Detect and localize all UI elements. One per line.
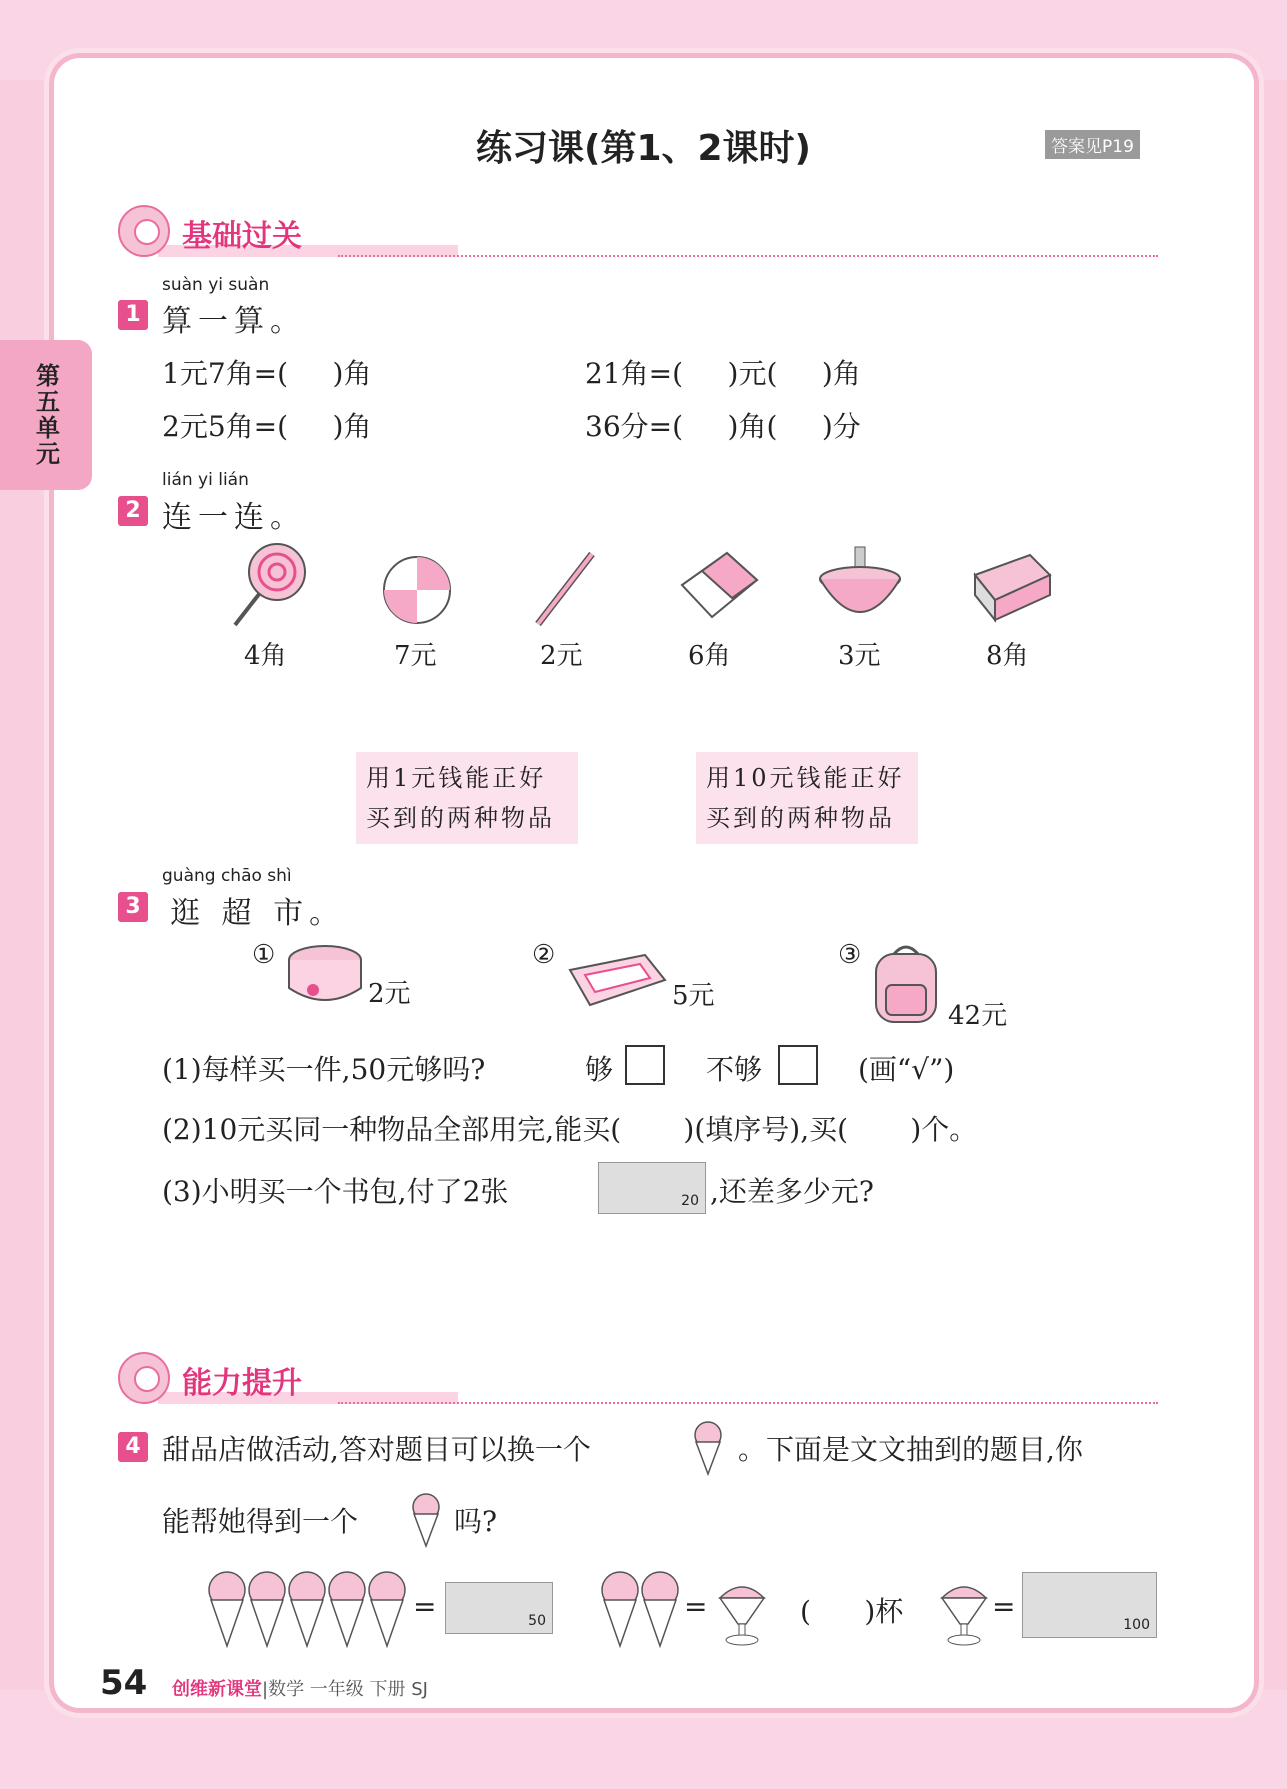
backpack-icon [866,940,946,1025]
dotted-divider [338,255,1158,257]
q2-number-badge: 2 [118,496,148,526]
q3-title: 逛 超 市。 [170,896,346,931]
sundae-cup-icon [714,1568,770,1648]
q1-pinyin: suàn yi suàn [162,275,270,295]
price-label: 5元 [672,981,715,1011]
banknote-value: 20 [681,1193,699,1209]
price-label: 3元 [838,641,881,671]
footer-book-info: |数学 一年级 下册 SJ [262,1679,428,1700]
q3-part1-question: (1)每样买一件,50元够吗? [162,1053,486,1086]
kid-mascot-icon [118,1352,170,1404]
box-text: 买到的两种物品 [366,804,555,832]
q3-part3-question-a: (3)小明买一个书包,付了2张 [162,1175,509,1208]
spinning-top-icon [815,545,905,630]
q1-line-1: 1元7角=( )角 [162,357,372,390]
q4-number-badge: 4 [118,1432,148,1462]
lollipop-icon [225,540,310,630]
box-text: 用10元钱能正好 [706,764,905,792]
price-label: 6角 [688,641,731,671]
q4-text-2a: 能帮她得到一个 [162,1505,359,1538]
q3-number-badge: 3 [118,892,148,922]
page-number: 54 [100,1663,148,1703]
price-label: 7元 [394,641,437,671]
equals-sign: = [684,1590,708,1623]
not-enough-checkbox[interactable] [778,1045,818,1085]
item-mark: ② [532,940,556,970]
q4-text-1b: 。下面是文文抽到的题目,你 [738,1433,1083,1466]
sundae-cup-icon [936,1568,992,1648]
page-title: 练习课(第1、2课时) [475,128,811,169]
q1-title: 算一算。 [162,304,306,339]
sundae-count-blank[interactable]: ( )杯 [800,1595,904,1628]
enough-checkbox[interactable] [625,1045,665,1085]
q1-line-4: 36分=( )角( )分 [585,410,861,443]
q4-text-1a: 甜品店做活动,答对题目可以换一个 [162,1433,591,1466]
box-text: 买到的两种物品 [706,804,895,832]
answer-box-1-yuan[interactable] [356,752,578,844]
not-enough-label: 不够 [706,1053,763,1086]
q2-pinyin: lián yi lián [162,470,249,490]
q3-pinyin: guàng chāo shì [162,866,292,886]
box-text: 用1元钱能正好 [366,764,547,792]
section-header-advanced [118,1352,1158,1401]
pencil-case-icon [565,950,670,1010]
banknote-20-icon [598,1162,706,1214]
answer-box-10-yuan[interactable] [696,752,918,844]
unit-side-tab [0,340,92,490]
ball-icon [380,553,455,628]
enough-label: 够 [585,1053,614,1086]
q3-part2-question: (2)10元买同一种物品全部用完,能买( )(填序号),买( )个。 [162,1113,978,1146]
ice-cream-icon [690,1420,726,1476]
footer-brand: 创维新课堂 [172,1679,262,1700]
q1-line-3: 2元5角=( )角 [162,410,372,443]
section-header-basic [118,205,1158,254]
price-label: 2元 [368,979,411,1009]
banknote-100-icon [1022,1572,1157,1638]
sharpener-icon [285,940,365,1008]
item-mark: ① [252,940,276,970]
price-label: 42元 [948,1001,1008,1031]
q2-title: 连一连。 [162,500,306,535]
equals-sign: = [992,1590,1016,1623]
ice-cream-icon [408,1492,444,1548]
kid-mascot-icon [118,205,170,257]
price-label: 2元 [540,641,583,671]
equals-sign: = [413,1590,437,1623]
unit-label: 第五单元 [31,363,60,467]
price-label: 8角 [986,641,1029,671]
dotted-divider [338,1402,1158,1404]
section-title: 能力提升 [182,1366,302,1401]
price-label: 4角 [244,641,287,671]
eraser-icon [672,545,762,625]
q1-line-2: 21角=( )元( )角 [585,357,861,390]
pencil-icon [530,548,600,628]
footer-info [172,1675,428,1701]
check-hint: (画“√”) [858,1053,955,1086]
banknote-value: 100 [1123,1617,1150,1633]
q4-text-2b: 吗? [454,1505,498,1538]
ice-cream-cones-two-icon [598,1568,688,1648]
ice-cream-cones-five-icon [205,1568,415,1648]
item-mark: ③ [838,940,862,970]
sharpener-icon [970,550,1055,625]
q1-number-badge: 1 [118,300,148,330]
q3-part3-question-b: ,还差多少元? [710,1175,874,1208]
banknote-value: 50 [528,1613,546,1629]
section-title: 基础过关 [182,219,302,254]
banknote-50-icon [445,1582,553,1634]
answer-reference-badge: 答案见P19 [1045,130,1140,159]
